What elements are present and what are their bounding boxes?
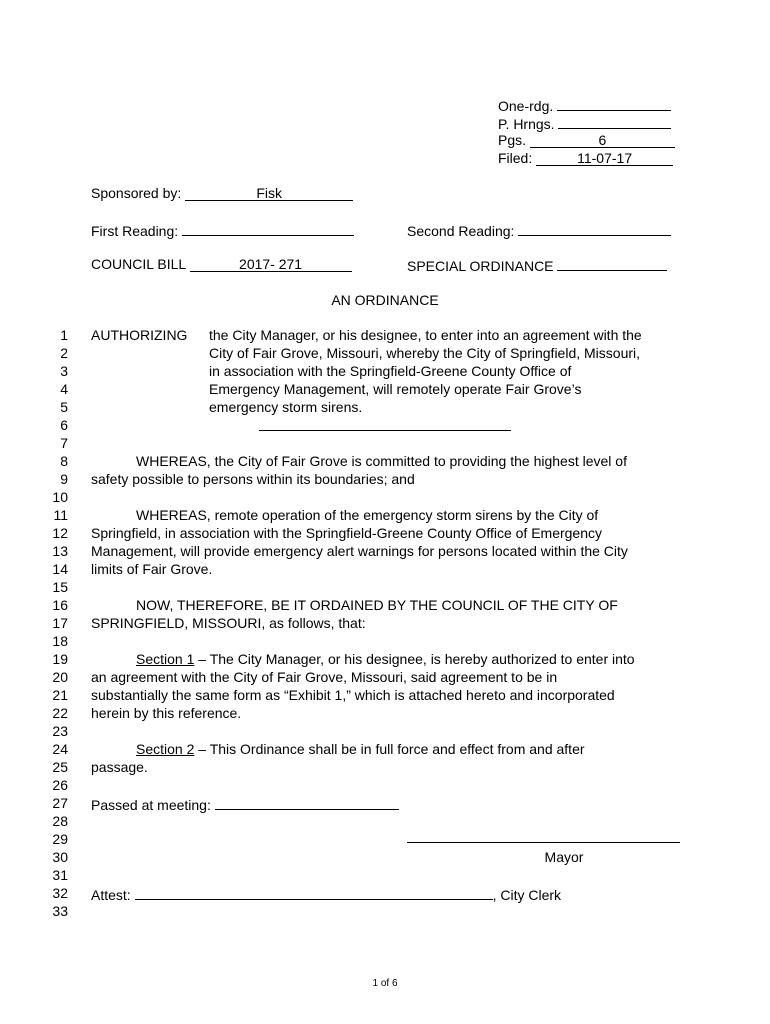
one-rdg-value	[557, 95, 671, 111]
whereas-line: safety possible to persons within its boundaries; and	[91, 471, 415, 487]
p-hrngs-value	[558, 113, 671, 129]
first-reading-blank	[182, 220, 354, 236]
line-number: 4	[60, 381, 68, 397]
special-ordinance-label: SPECIAL ORDINANCE	[407, 258, 554, 274]
now-therefore-line: SPRINGFIELD, MISSOURI, as follows, that:	[91, 615, 366, 631]
second-reading-label: Second Reading:	[407, 223, 515, 239]
section-2-text: – This Ordinance shall be in full force and effect from and after	[194, 741, 585, 757]
line-number: 29	[52, 831, 68, 847]
line-number: 17	[52, 615, 68, 631]
line-number: 22	[52, 705, 68, 721]
line-number: 13	[52, 543, 68, 559]
section-1-line: an agreement with the City of Fair Grove, Missouri, said agreement to be in	[91, 669, 558, 685]
filed-row	[498, 149, 673, 167]
attest-blank	[135, 884, 493, 900]
line-number: 15	[52, 579, 68, 595]
passed-row	[91, 794, 399, 814]
line-number: 32	[52, 885, 68, 901]
p-hrngs-row	[498, 113, 671, 133]
sponsor-label: Sponsored by:	[91, 185, 182, 201]
passed-blank	[215, 794, 399, 810]
mayor-label: Mayor	[544, 849, 584, 865]
line-number: 14	[52, 561, 68, 577]
special-ordinance-blank	[557, 255, 667, 271]
second-reading-row	[407, 220, 671, 240]
one-rdg-label: One-rdg.	[498, 98, 554, 114]
authorizing-keyword: AUTHORIZING	[91, 327, 188, 343]
now-therefore-line: NOW, THEREFORE, BE IT ORDAINED BY THE COUNCIL OF THE CITY OF	[136, 597, 618, 613]
authorizing-line: Emergency Management, will remotely operate Fair Grove’s	[209, 381, 582, 397]
council-bill-row	[91, 255, 352, 273]
line-number: 12	[52, 525, 68, 541]
line-number: 27	[52, 795, 68, 811]
mayor-signature-line	[407, 842, 680, 843]
line-number: 8	[60, 453, 68, 469]
line-number: 30	[52, 849, 68, 865]
authorizing-line: in association with the Springfield-Greene County Office of	[209, 363, 572, 379]
section-1-heading: Section 1	[136, 651, 195, 667]
line-number: 21	[52, 687, 68, 703]
filed-value: 11-07-17	[536, 150, 673, 166]
line-number: 3	[60, 363, 68, 379]
page-footer: 1 of 6	[372, 978, 398, 989]
first-reading-label: First Reading:	[91, 223, 179, 239]
whereas-line: Management, will provide emergency alert warnings for persons located within the City	[91, 543, 628, 559]
line-number: 6	[60, 417, 68, 433]
sponsor-value: Fisk	[185, 185, 353, 201]
whereas-line: limits of Fair Grove.	[91, 561, 213, 577]
line-number: 18	[52, 633, 68, 649]
p-hrngs-label: P. Hrngs.	[498, 116, 555, 132]
section-1-text: – The City Manager, or his designee, is hereby authorized to enter into	[194, 651, 635, 667]
line-number: 2	[60, 345, 68, 361]
special-ordinance-row	[407, 255, 667, 275]
whereas-line: WHEREAS, remote operation of the emergency storm sirens by the City of	[136, 507, 599, 523]
whereas-line: Springfield, in association with the Springfield-Greene County Office of Emergency	[91, 525, 603, 541]
line-number: 10	[52, 489, 68, 505]
passed-label: Passed at meeting:	[91, 797, 211, 813]
pgs-label: Pgs.	[498, 132, 527, 148]
pgs-value: 6	[530, 132, 675, 148]
line-number: 25	[52, 759, 68, 775]
section-2-line: passage.	[91, 759, 148, 775]
line-number: 16	[52, 597, 68, 613]
council-bill-label: COUNCIL BILL	[91, 256, 186, 272]
section-1-line: herein by this reference.	[91, 705, 242, 721]
section-2-first-line	[136, 740, 585, 758]
line-number: 31	[52, 867, 68, 883]
section-1-line: substantially the same form as “Exhibit 1,” which is attached hereto and incorporated	[91, 687, 615, 703]
line-number: 23	[52, 723, 68, 739]
line-number: 1	[60, 327, 68, 343]
line-number: 33	[52, 903, 68, 919]
one-rdg-row	[498, 95, 671, 115]
title-divider	[259, 430, 511, 431]
line-number: 19	[52, 651, 68, 667]
line-number: 5	[60, 399, 68, 415]
section-1-first-line	[136, 650, 635, 668]
council-bill-value: 2017- 271	[190, 256, 352, 272]
first-reading-row	[91, 220, 354, 240]
sponsor-row	[91, 184, 353, 202]
ordinance-title-text: AN ORDINANCE	[331, 292, 439, 308]
filed-label: Filed:	[498, 150, 533, 166]
pgs-row	[498, 131, 675, 149]
line-number: 20	[52, 669, 68, 685]
line-number: 24	[52, 741, 68, 757]
ordinance-title	[0, 291, 770, 309]
line-number: 9	[60, 471, 68, 487]
line-number: 7	[60, 435, 68, 451]
authorizing-line: emergency storm sirens.	[209, 399, 363, 415]
authorizing-line: the City Manager, or his designee, to enter into an agreement with the	[209, 327, 642, 343]
attest-label: Attest:	[91, 887, 131, 903]
authorizing-line: City of Fair Grove, Missouri, whereby the City of Springfield, Missouri,	[209, 345, 641, 361]
line-number: 26	[52, 777, 68, 793]
line-number: 11	[53, 507, 68, 523]
section-2-heading: Section 2	[136, 741, 195, 757]
second-reading-blank	[518, 220, 671, 236]
line-number: 28	[52, 813, 68, 829]
city-clerk-label: , City Clerk	[492, 887, 562, 903]
attest-row	[91, 884, 561, 904]
whereas-line: WHEREAS, the City of Fair Grove is committed to providing the highest level of	[136, 453, 627, 469]
